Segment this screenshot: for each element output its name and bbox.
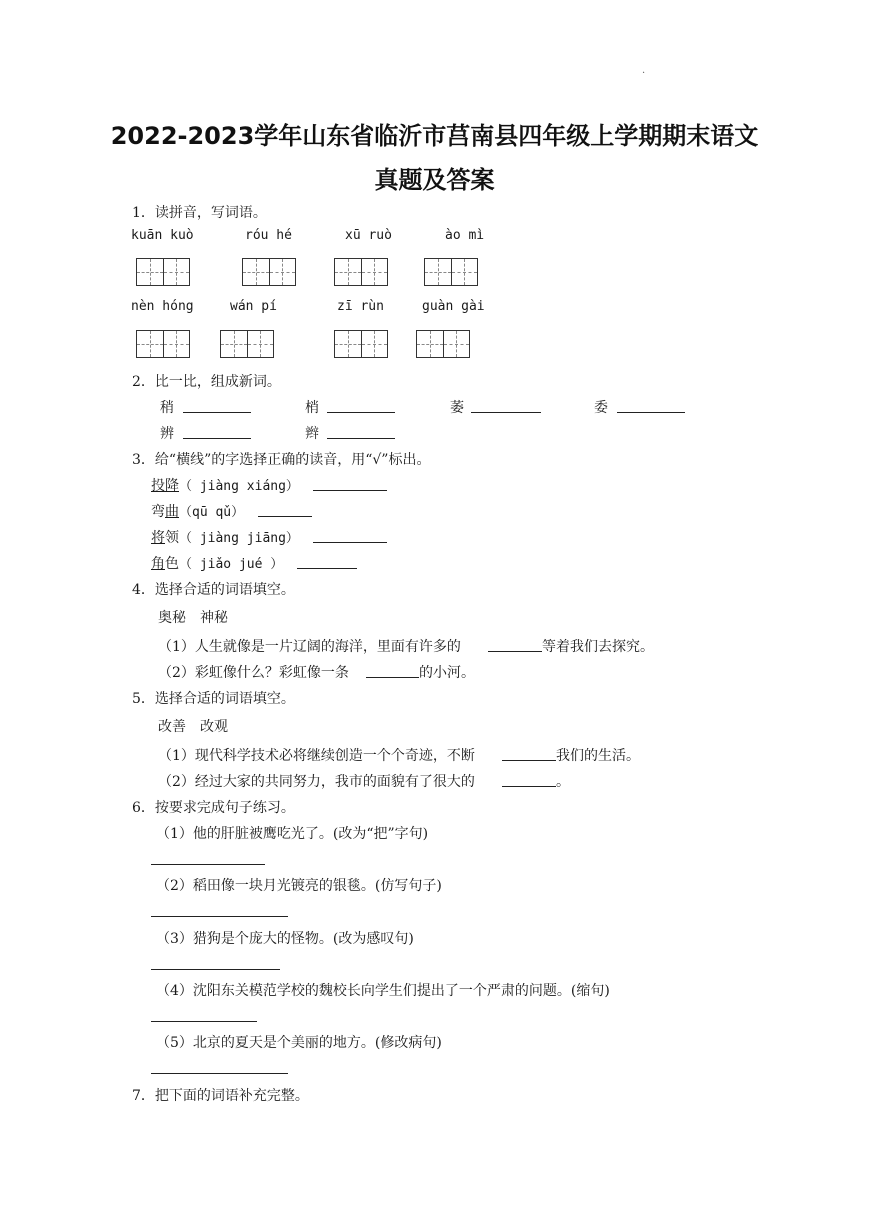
q4-sentence-1-start: （1）人生就像是一片辽阔的海洋，里面有许多的 [158, 639, 461, 655]
writing-grid[interactable] [424, 258, 478, 286]
q4-sentence-2-start: （2）彩虹像什么？彩虹像一条 [158, 665, 349, 681]
answer-blank[interactable] [488, 651, 542, 652]
answer-blank[interactable] [313, 490, 387, 491]
answer-blank[interactable] [258, 516, 312, 517]
answer-blank[interactable] [297, 568, 357, 569]
q3-options: （ jiàng jiāng） [179, 531, 299, 546]
writing-grid[interactable] [334, 330, 388, 358]
q3-options: （ jiàng xiáng） [179, 479, 299, 494]
answer-line[interactable] [151, 916, 288, 917]
q3-plain-text: 领 [165, 530, 179, 546]
writing-grid[interactable] [136, 258, 190, 286]
q3-item-2 [151, 501, 244, 521]
q4-word-choices: 奥秘 神秘 [158, 610, 228, 626]
q1-pinyin: ào mì [445, 228, 485, 243]
q3-prompt: 3．给“横线”的字选择正确的读音，用“√”标出。 [132, 452, 431, 468]
answer-blank[interactable] [313, 542, 387, 543]
q6-prompt: 6．按要求完成句子练习。 [132, 800, 295, 816]
answer-blank[interactable] [502, 760, 556, 761]
q3-item-3 [151, 527, 299, 547]
q6-item-4: （4）沈阳东关模范学校的魏校长向学生们提出了一个严肃的问题。(缩句) [156, 983, 610, 999]
writing-grid[interactable] [220, 330, 274, 358]
q2-char: 梢 [305, 400, 319, 416]
q1-prompt: 1．读拼音，写词语。 [132, 205, 267, 221]
q2-char: 萎 [450, 400, 464, 416]
q7-prompt: 7．把下面的词语补充完整。 [132, 1088, 309, 1104]
q5-prompt: 5．选择合适的词语填空。 [132, 691, 295, 707]
answer-blank[interactable] [366, 677, 419, 678]
q1-pinyin: zī rùn [337, 299, 384, 314]
q4-prompt: 4．选择合适的词语填空。 [132, 582, 295, 598]
answer-line[interactable] [151, 969, 280, 970]
q2-char: 辨 [160, 426, 174, 442]
q2-char: 稍 [160, 400, 174, 416]
q3-marked-text: 曲 [165, 504, 179, 520]
writing-grid[interactable] [136, 330, 190, 358]
q1-pinyin: xū ruò [345, 228, 392, 243]
q3-plain-text: 弯 [151, 504, 165, 520]
q2-char: 委 [594, 400, 608, 416]
q1-pinyin: guàn gài [422, 299, 485, 314]
q3-plain-text: 色 [165, 556, 179, 572]
writing-grid[interactable] [242, 258, 296, 286]
q3-marked-text: 投降 [151, 478, 179, 494]
q5-sentence-2-start: （2）经过大家的共同努力，我市的面貌有了很大的 [158, 774, 475, 790]
q1-pinyin: nèn hóng [131, 299, 194, 314]
document-title-line-1: 2022-2023学年山东省临沂市莒南县四年级上学期期末语文 [110, 122, 759, 150]
q5-word-choices: 改善 改观 [158, 719, 228, 735]
answer-blank[interactable] [183, 438, 251, 439]
q1-pinyin: kuān kuò [131, 228, 194, 243]
q3-options: （qū qǔ） [179, 505, 245, 520]
q1-pinyin: wán pí [230, 299, 277, 314]
q1-pinyin: róu hé [245, 228, 292, 243]
q5-sentence-1-start: （1）现代科学技术必将继续创造一个个奇迹，不断 [158, 748, 475, 764]
answer-blank[interactable] [617, 412, 685, 413]
q5-sentence-2-end: 。 [556, 774, 570, 790]
q3-marked-text: 将 [151, 530, 165, 546]
q5-sentence-1-end: 我们的生活。 [556, 748, 640, 764]
answer-line[interactable] [151, 1021, 257, 1022]
writing-grid[interactable] [416, 330, 470, 358]
q3-options: （ jiǎo jué ） [179, 557, 284, 572]
document-title-line-2: 真题及答案 [374, 166, 495, 194]
answer-line[interactable] [151, 1073, 288, 1074]
answer-blank[interactable] [471, 412, 541, 413]
writing-grid[interactable] [334, 258, 388, 286]
q6-item-3: （3）猎狗是个庞大的怪物。(改为感叹句) [156, 931, 414, 947]
q3-marked-text: 角 [151, 556, 165, 572]
answer-blank[interactable] [327, 438, 395, 439]
answer-blank[interactable] [502, 786, 556, 787]
q6-item-5: （5）北京的夏天是个美丽的地方。(修改病句) [156, 1035, 442, 1051]
answer-line[interactable] [151, 864, 265, 865]
q2-prompt: 2．比一比，组成新词。 [132, 374, 281, 390]
answer-blank[interactable] [327, 412, 395, 413]
q3-item-4 [151, 553, 283, 573]
q2-char: 辫 [305, 426, 319, 442]
q4-sentence-2-end: 的小河。 [419, 665, 475, 681]
answer-blank[interactable] [183, 412, 251, 413]
q3-item-1 [151, 475, 299, 495]
q6-item-1: （1）他的肝脏被鹰吃光了。(改为“把”字句) [156, 826, 429, 842]
q6-item-2: （2）稻田像一块月光镀亮的银毯。(仿写句子) [156, 878, 442, 894]
corner-mark: · [642, 68, 646, 79]
q4-sentence-1-end: 等着我们去探究。 [542, 639, 654, 655]
